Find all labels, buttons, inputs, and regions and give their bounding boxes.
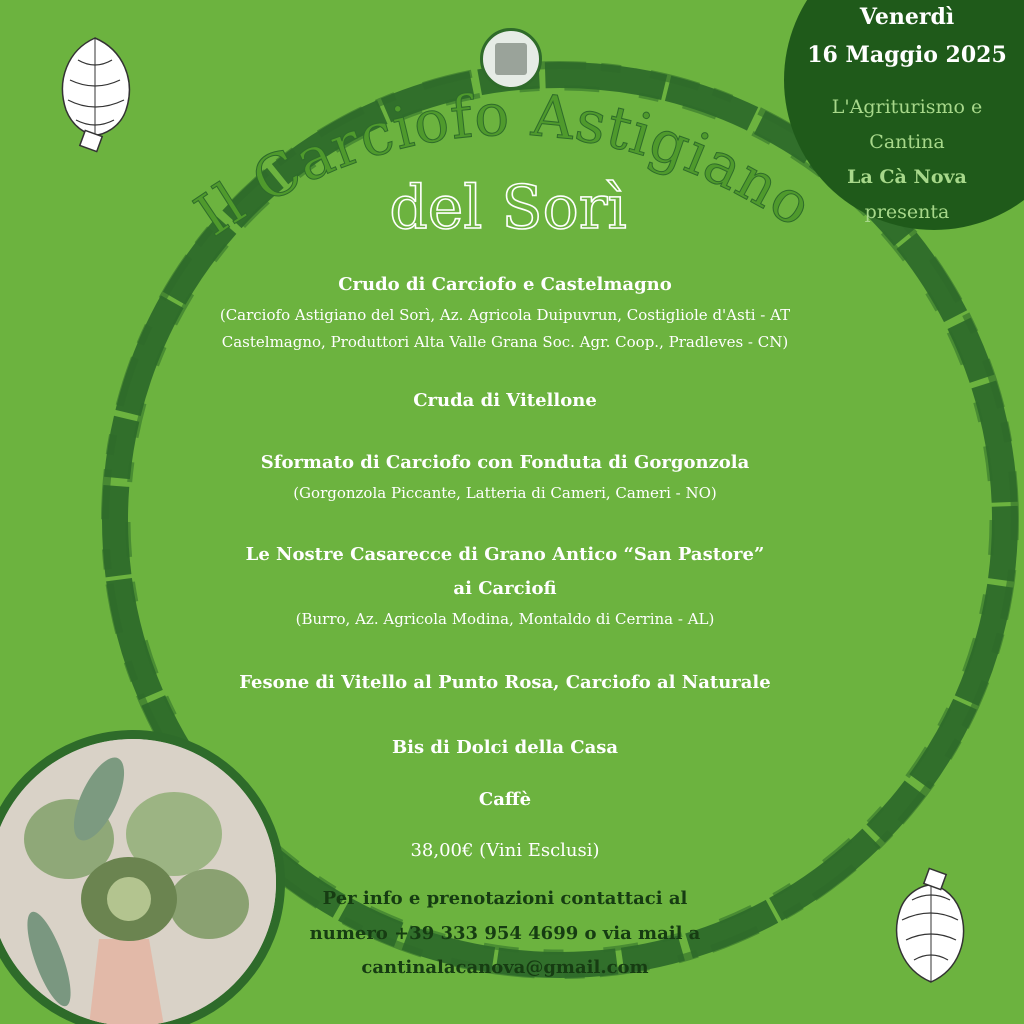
price: 38,00€ (Vini Esclusi) [410,840,600,861]
menu-item-1-detail-2: Castelmagno, Produttori Alta Valle Grana Soc. Agr. Coop., Pradleves - CN) [221,333,789,351]
menu-item-1: Crudo di Carciofo e Castelmagno [338,274,672,295]
event-subtitle: del Sorì [389,173,627,243]
event-title: Il Carciofo Astigiano [183,80,825,250]
event-day: Venerdì [859,4,955,30]
presenter-line-1: L'Agriturismo e [831,96,983,118]
artichoke-icon [884,866,979,991]
menu-item-4: Le Nostre Casarecce di Grano Antico “San Pastore” [245,544,765,565]
menu-item-4-detail: (Burro, Az. Agricola Modina, Montaldo di Cerrina - AL) [295,610,715,628]
contact-line-2: numero +39 333 954 4699 o via mail a [309,923,701,944]
presenter-name: La Cà Nova [847,166,967,188]
presenter-line-4: presenta [864,201,950,223]
event-date: 16 Maggio 2025 [807,42,1007,68]
menu-item-7: Caffè [478,789,532,810]
menu-item-3: Sformato di Carciofo con Fonduta di Gorgonzola [260,452,750,473]
title-svg [0,0,1024,300]
presenter-line-2: Cantina [869,131,945,153]
artichoke-icon [48,30,143,155]
menu-item-4-line-2: ai Carciofi [453,578,557,599]
menu-item-1-detail-1: (Carciofo Astigiano del Sorì, Az. Agricola Duipuvrun, Costigliole d'Asti - AT [219,306,791,324]
contact-email[interactable]: cantinalacanova@gmail.com [361,957,649,978]
menu-item-5: Fesone di Vitello al Punto Rosa, Carciofo al Naturale [239,672,771,693]
menu-item-3-detail: (Gorgonzola Piccante, Latteria di Cameri, Cameri - NO) [293,484,717,502]
menu-item-2: Cruda di Vitellone [413,390,597,411]
contact-line-1: Per info e prenotazioni contattaci al [322,888,688,909]
menu-item-6: Bis di Dolci della Casa [391,737,619,758]
